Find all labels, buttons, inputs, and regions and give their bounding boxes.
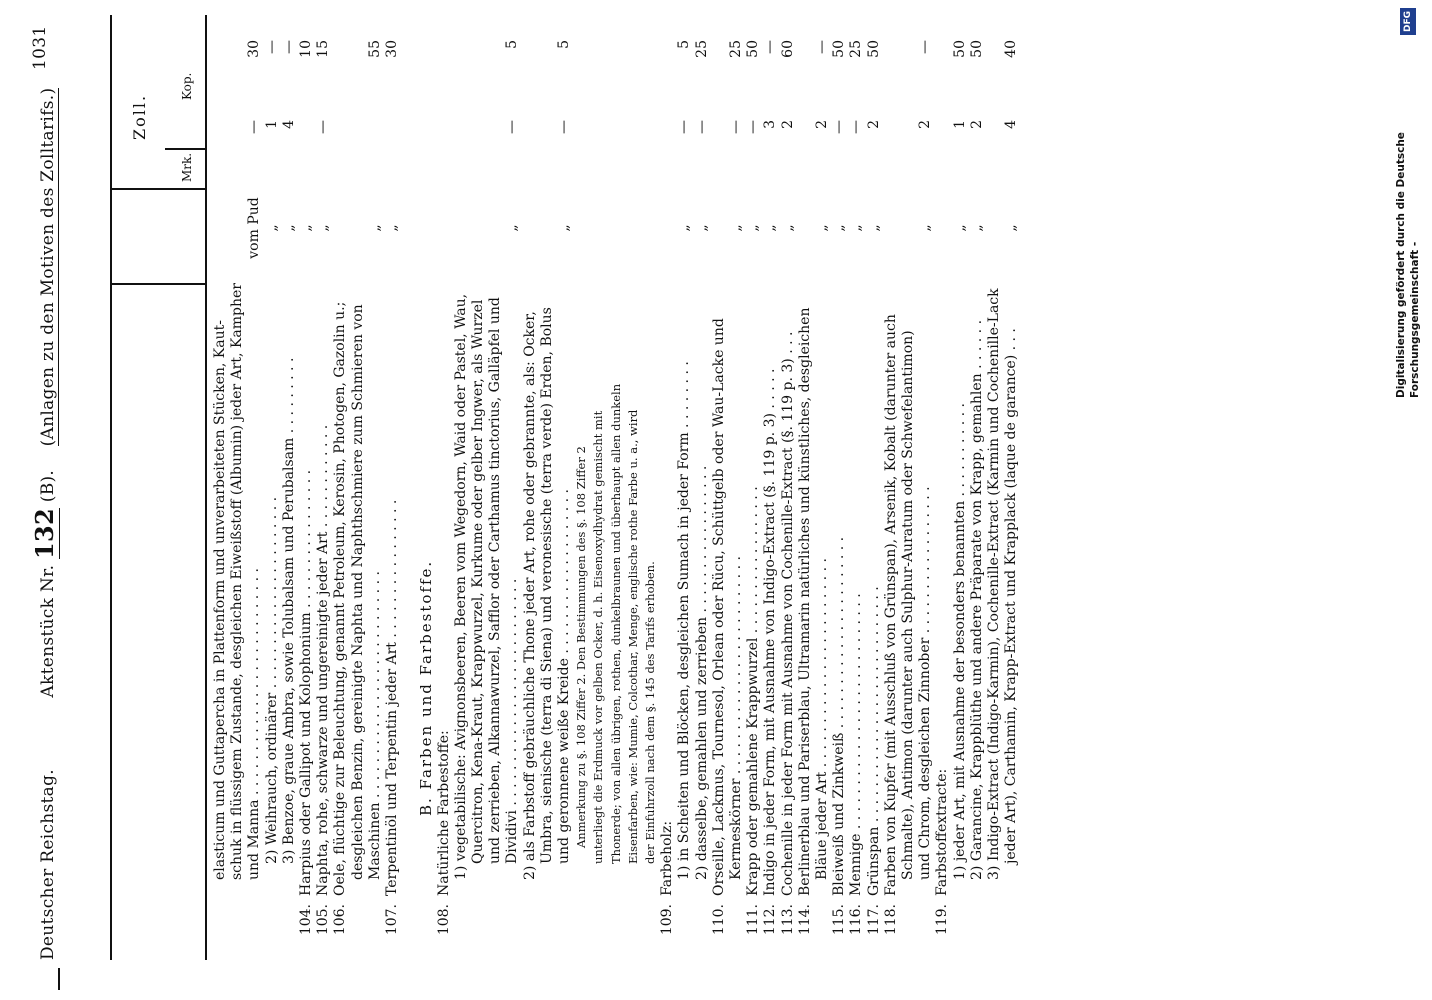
tariff-row <box>487 10 503 940</box>
tariff-row <box>246 10 262 940</box>
row-description: der Einfuhrzoll nach dem §. 145 des Tarifs erhoben. <box>643 561 657 864</box>
row-duty-mark: 4 <box>1003 120 1020 129</box>
row-description: Terpentinöl und Terpentin jeder Art . . . . . . . . . . . . . . . . <box>384 499 400 896</box>
row-duty-kop: 50 <box>745 40 762 58</box>
row-duty-mark: 2 <box>779 120 796 129</box>
tariff-row <box>367 10 383 940</box>
row-duty-kop: 50 <box>968 40 985 58</box>
row-description: Anmerkung zu §. 108 Ziffer 2. Den Bestimmungen des §. 108 Ziffer 2 <box>574 446 589 848</box>
row-duty-mark: 2 <box>917 120 934 129</box>
row-unit: „ <box>968 224 985 232</box>
row-number: 106. <box>332 904 349 936</box>
row-duty-mark: 4 <box>280 120 297 129</box>
row-unit: „ <box>848 224 865 232</box>
row-description: jeder Art), Carthamin, Krapp-Extract und Krapplack (laque de garance) . . . <box>1003 328 1020 864</box>
column-divider-text <box>110 284 205 286</box>
row-duty-mark: — <box>745 120 762 134</box>
tariff-row <box>814 10 830 940</box>
row-duty-mark: — <box>246 120 263 134</box>
row-description: 3) Benzoe, graue Ambra, sowie Tolubalsam und Perubalsam . . . . . . . . . <box>280 357 297 864</box>
row-duty-kop: — <box>762 40 779 54</box>
row-unit: „ <box>762 224 779 232</box>
row-duty-kop: 25 <box>728 40 744 58</box>
tariff-row <box>1003 10 1019 940</box>
tariff-row <box>883 10 899 940</box>
row-description: Orseille, Lackmus, Tournesol, Orlean oder Rücu, Schüttgelb oder Wau-Lacke und <box>710 318 727 896</box>
row-description: Natürliche Farbestoffe: <box>435 730 452 896</box>
tariff-row <box>900 10 916 940</box>
row-number: 119. <box>934 904 951 936</box>
tariff-row <box>659 10 675 940</box>
row-description: Harpius oder Gallipot und Kolophonium . . . . . . . . . . . . . . . . <box>298 469 314 896</box>
row-description: und geronnene weiße Kreide . . . . . . . . . . . . . . . . . . . <box>556 489 572 864</box>
tariff-row <box>315 10 331 940</box>
header-suffix: (B). <box>38 469 58 503</box>
tariff-row <box>866 10 882 940</box>
row-description: Dividivi . . . . . . . . . . . . . . . . . . . . . . . . . . <box>504 578 521 864</box>
dfg-logo: DFG <box>1400 8 1416 35</box>
row-description: Maschinen . . . . . . . . . . . . . . . . . . . . . . . . . . <box>366 571 383 880</box>
row-duty-kop: — <box>917 40 934 54</box>
digitization-stamp <box>1388 8 1428 398</box>
tariff-row <box>504 10 520 940</box>
row-duty-mark: — <box>728 120 744 134</box>
row-duty-mark: 2 <box>814 120 830 129</box>
header-number: 132 <box>30 507 59 559</box>
row-duty-mark: 1 <box>951 120 968 129</box>
row-description: 2) Garancine, Krappblüthe und andere Präparate von Krapp, gemahlen . . . . . . <box>968 319 985 880</box>
row-unit: „ <box>779 224 796 232</box>
row-description: und Chrom, desgleichen Zinnober . . . . . . . . . . . . . . . . . <box>917 486 934 880</box>
tariff-row <box>401 10 417 940</box>
tariff-row <box>848 10 864 940</box>
row-duty-mark: — <box>676 120 693 134</box>
row-description: schuk in flüssigem Zustande, desgleichen Eiweißstoff (Albumin) jeder Art, Kampher <box>229 283 246 880</box>
row-duty-kop: 25 <box>693 40 710 58</box>
row-number: 118. <box>882 904 899 936</box>
row-number: 112. <box>762 904 779 936</box>
tariff-row <box>608 10 624 940</box>
row-duty-mark: — <box>315 120 332 134</box>
tariff-row <box>350 10 366 940</box>
row-description: Bläue jeder Art . . . . . . . . . . . . . . . . . . . . . . . . <box>814 558 830 880</box>
row-duty-kop: 25 <box>848 40 865 58</box>
row-duty-kop: 5 <box>504 40 521 49</box>
row-description: Farbstoffextracte: <box>934 768 951 896</box>
stamp-text: Digitalisierung gefördert durch die Deutsche Forschungsgemeinschaft - <box>1395 132 1421 398</box>
column-header-kop: Kop. <box>180 72 194 100</box>
tariff-row <box>711 10 727 940</box>
tariff-row <box>436 10 452 940</box>
column-divider-mark <box>165 149 205 151</box>
row-number: 114. <box>796 904 813 936</box>
row-duty-kop: 60 <box>779 40 796 58</box>
row-duty-kop: — <box>280 40 297 54</box>
tariff-row <box>539 10 555 940</box>
tariff-row <box>676 10 692 940</box>
tariff-row <box>298 10 314 940</box>
row-unit: „ <box>728 224 744 232</box>
row-number: 117. <box>865 904 882 936</box>
row-description: Umbra, sienische (terra di Siena) und veronesische (terra verde) Erden, Bolus <box>538 307 555 864</box>
row-duty-mark: — <box>848 120 865 134</box>
row-unit: „ <box>831 224 848 232</box>
tariff-row <box>470 10 486 940</box>
column-divider-unit <box>110 189 205 191</box>
row-description: und zerrieben, Alkannawurzel, Safflor oder Carthamus tinctorius, Galläpfel und <box>487 297 504 864</box>
row-unit: „ <box>263 224 280 232</box>
row-unit: „ <box>865 224 882 232</box>
row-unit: „ <box>298 224 314 232</box>
row-description: Eisenfarben, wie: Mumie, Colcothar, Menge, englische rothe Farbe u. a., wird <box>625 409 640 864</box>
row-number: 115. <box>831 904 848 936</box>
tariff-row <box>745 10 761 940</box>
row-number: 107. <box>384 904 400 936</box>
tariff-row <box>728 10 744 940</box>
row-unit: „ <box>1003 224 1020 232</box>
page-header <box>30 88 59 960</box>
row-description: 2) dasselbe, gemahlen und zerrieben . . . . . . . . . . . . . . . . . <box>693 465 710 880</box>
tariff-row <box>453 10 469 940</box>
row-description: Berlinerblau und Pariserblau, Ultramarin natürliches und künstliches, desgleichen <box>796 307 813 896</box>
tariff-row <box>831 10 847 940</box>
row-unit: „ <box>504 224 521 232</box>
row-duty-kop: — <box>814 40 830 54</box>
row-description: Bleiweiß und Zinkweiß . . . . . . . . . . . . . . . . . . . . . . <box>831 536 848 896</box>
row-description: Naphta, rohe, schwarze und ungereinigte jeder Art . . . . . . . . . . . . <box>315 424 332 896</box>
tariff-row <box>952 10 968 940</box>
section-title: B. Farben und Farbestoffe. <box>417 559 436 816</box>
tariff-row <box>264 10 280 940</box>
margin-mark <box>58 968 60 990</box>
row-number: 105. <box>315 904 332 936</box>
row-unit: „ <box>693 224 710 232</box>
tariff-row <box>694 10 710 940</box>
header-aktenstueck-label: Aktenstück Nr. <box>38 564 58 698</box>
tariff-row <box>332 10 348 940</box>
row-unit: „ <box>951 224 968 232</box>
row-description: Schmalte), Antimon (darunter auch Sulphur-Auratum oder Schwefelantimon) <box>900 330 916 880</box>
row-duty-mark: — <box>504 120 521 134</box>
tariff-row <box>522 10 538 940</box>
tariff-row <box>418 10 434 940</box>
row-duty-mark: — <box>693 120 710 134</box>
tariff-row <box>281 10 297 940</box>
row-number: 109. <box>659 904 676 936</box>
row-duty-kop: 50 <box>831 40 848 58</box>
row-unit: „ <box>814 224 830 232</box>
row-unit: „ <box>745 224 762 232</box>
tariff-row <box>625 10 641 940</box>
row-number: 113. <box>779 904 796 936</box>
row-unit: „ <box>676 224 693 232</box>
header-left-title: Deutscher Reichstag. <box>38 769 58 960</box>
table-column-rule <box>205 15 207 960</box>
tariff-row <box>573 10 589 940</box>
row-duty-kop: 10 <box>298 40 314 58</box>
row-duty-kop: 40 <box>1003 40 1020 58</box>
row-description: 1) in Scheiten und Blöcken, desgleichen Sumach in jeder Form . . . . . . . . <box>676 361 693 880</box>
tariff-row <box>229 10 245 940</box>
row-description: Indigo in jeder Form, mit Ausnahme von Indigo-Extract (§. 119 p. 3) . . . . . <box>762 368 779 896</box>
row-number: 108. <box>435 904 452 936</box>
row-unit: „ <box>384 224 400 232</box>
row-duty-kop: 15 <box>315 40 332 58</box>
row-description: elasticum und Guttapercha in Plattenform und unverarbeiteten Stücken, Kaut- <box>212 320 228 880</box>
row-duty-mark: 1 <box>263 120 280 129</box>
row-description: Farbeholz: <box>659 820 676 896</box>
row-description: 2) als Farbstoff gebräuchliche Thone jeder Art, rohe oder gebrannte, als: Ocker, <box>521 311 538 880</box>
row-description: desgleichen Benzin, gereinigte Naphta und Naphthschmiere zum Schmieren von <box>349 304 366 880</box>
row-description: Mennige . . . . . . . . . . . . . . . . . . . . . . . . . . . <box>848 593 865 896</box>
tariff-row <box>780 10 796 940</box>
row-description: Quercitron, Kena-Kraut, Krappwurzel, Kurkume oder gelber Ingwer, als Wurzel <box>470 299 486 864</box>
row-duty-kop: 55 <box>366 40 383 58</box>
row-description: Farben von Kupfer (mit Ausschluß von Grünspan), Arsenik, Kobalt (darunter auch <box>882 314 899 896</box>
header-page-number: 1031 <box>30 25 50 70</box>
row-duty-mark: 2 <box>865 120 882 129</box>
header-anlagen: (Anlagen zu den Motiven des Zolltarifs.) <box>38 87 58 447</box>
table-top-rule <box>110 15 112 960</box>
row-number: 104. <box>298 904 314 936</box>
row-description: unterliegt die Erdmuck vor gelben Ocker, d. h. Eisenoxydhydrat gemischt mit <box>591 410 606 864</box>
row-duty-mark: 3 <box>762 120 779 129</box>
row-duty-mark: 2 <box>968 120 985 129</box>
tariff-row <box>762 10 778 940</box>
row-duty-kop: 30 <box>246 40 263 58</box>
row-description: 3) Indigo-Extract (Indigo-Karmin), Cochenille-Extract (Karmin und Cochenille-Lack <box>986 288 1002 880</box>
tariff-row <box>590 10 606 940</box>
tariff-row <box>969 10 985 940</box>
row-description: Oele, flüchtige zur Beleuchtung, genannt Petroleum, Kerosin, Photogen, Gazolin u.; <box>332 301 349 896</box>
row-description: Cochenille in jeder Form mit Ausnahme von Cochenille-Extract (§. 119 p. 3) . . . <box>779 331 796 896</box>
tariff-row <box>797 10 813 940</box>
row-description: 1) vegetabilische: Avignonsbeeren, Beeren vom Wegedorn, Waid oder Pastel, Wau, <box>452 293 469 880</box>
row-duty-kop: 50 <box>865 40 882 58</box>
tariff-row <box>384 10 400 940</box>
row-description: Kermeskörner . . . . . . . . . . . . . . . . . . . . . . . . . <box>728 556 744 880</box>
row-number: 116. <box>848 904 865 936</box>
row-duty-mark: — <box>556 120 572 134</box>
row-duty-mark: — <box>831 120 848 134</box>
row-duty-kop: 5 <box>676 40 693 49</box>
row-unit: „ <box>315 224 332 232</box>
tariff-row <box>642 10 658 940</box>
tariff-row <box>986 10 1002 940</box>
tariff-row <box>556 10 572 940</box>
row-number: 110. <box>710 904 727 936</box>
row-unit: „ <box>280 224 297 232</box>
tariff-row <box>917 10 933 940</box>
row-duty-kop: 30 <box>384 40 400 58</box>
row-duty-kop: — <box>263 40 280 54</box>
row-number: 111. <box>745 904 762 936</box>
row-duty-kop: 5 <box>556 40 572 49</box>
row-unit: „ <box>556 224 572 232</box>
row-description: und Manna . . . . . . . . . . . . . . . . . . . . . . . . . . <box>246 568 263 880</box>
row-duty-kop: 50 <box>951 40 968 58</box>
row-description: 1) jeder Art, mit Ausnahme der besonders benannten . . . . . . . . . . . <box>951 402 968 880</box>
row-unit: vom Pud <box>246 197 263 259</box>
row-description: Grünspan . . . . . . . . . . . . . . . . . . . . . . . . . . . <box>865 586 882 896</box>
tariff-row <box>212 10 228 940</box>
column-header-zoll: Zoll. <box>130 93 149 140</box>
column-header-mark: Mrk. <box>180 152 194 182</box>
row-description: 2) Weihrauch, ordinärer . . . . . . . . . . . . . . . . . . . . . . <box>263 496 280 864</box>
row-description: Krapp oder gemahlene Krappwurzel . . . . . . . . . . . . . . . . . <box>745 486 762 896</box>
row-unit: „ <box>917 224 934 232</box>
tariff-row <box>934 10 950 940</box>
row-description: Thonerde; von allen übrigen, rothen, dunkelbraunen und überhaupt allen dunkeln <box>608 383 623 864</box>
row-unit: „ <box>366 224 383 232</box>
